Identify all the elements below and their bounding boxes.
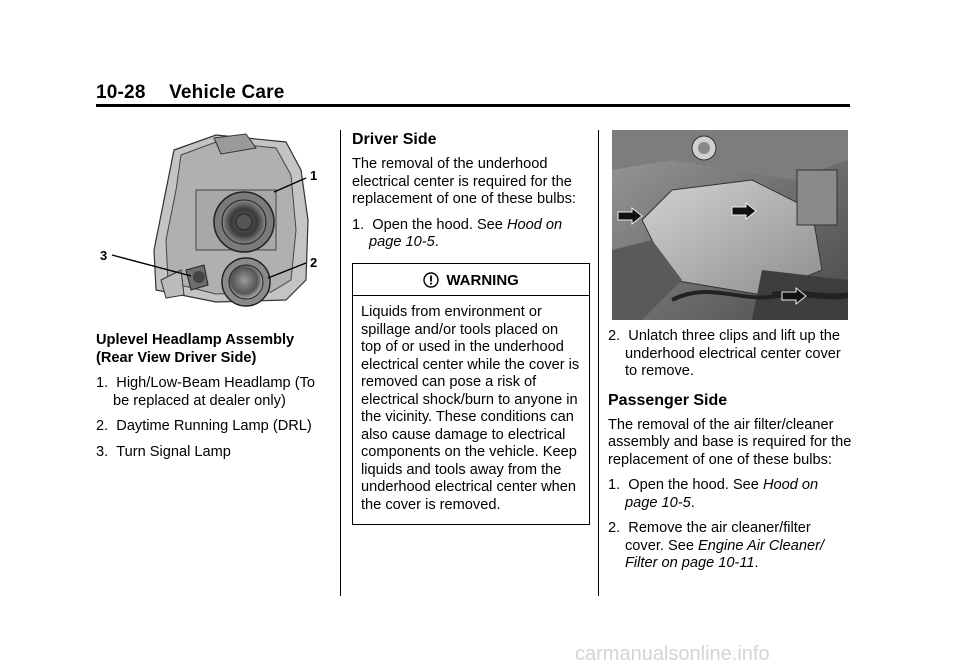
page-number: 10-28 [96, 82, 146, 103]
column-divider [598, 130, 599, 596]
hood-reference-link[interactable]: Hood on page 10-5 [369, 216, 563, 250]
list-item: 1. High/Low-Beam Headlamp (To be replaced at dealer only) [96, 375, 316, 409]
column-divider [340, 130, 341, 596]
air-cleaner-reference-link[interactable]: Engine Air Cleaner/ Filter on page 10-11 [625, 537, 825, 571]
warning-header [353, 264, 589, 297]
driver-side-intro: The removal of the underhood electrical center is required for the replacement of one of these bulbs: [352, 156, 576, 207]
warning-title: WARNING [446, 271, 519, 289]
left-column [96, 130, 332, 461]
passenger-step-2 [608, 520, 852, 573]
passenger-step-1 [608, 477, 852, 512]
list-item: 2. Daytime Running Lamp (DRL) [96, 418, 312, 434]
hood-reference-link[interactable]: Hood on page 10-5 [625, 477, 819, 511]
driver-step-2: 2. Unlatch three clips and lift up the underhood electrical center cover to remove. [608, 328, 841, 379]
header-rule [96, 104, 850, 107]
step-suffix: . [690, 494, 695, 511]
driver-step-1 [352, 217, 590, 252]
step-suffix: . [754, 555, 759, 571]
step-suffix: . [434, 234, 439, 250]
callout-1: 1 [310, 168, 318, 183]
passenger-side-intro: The removal of the air filter/cleaner assembly and base is required for the replacement of one of these bulbs: [608, 416, 852, 468]
page-title: Vehicle Care [169, 82, 285, 103]
right-column [608, 130, 852, 573]
callout-2: 2 [310, 255, 318, 270]
section-title-driver-side: Driver Side [352, 131, 437, 148]
warning-icon [423, 272, 439, 288]
list-item: 3. Turn Signal Lamp [96, 443, 231, 460]
step-text: 1. Open the hood. See [352, 216, 507, 233]
callout-3: 3 [100, 248, 108, 263]
page-header [96, 82, 285, 104]
section-title-passenger-side: Passenger Side [608, 391, 728, 409]
figure-caption: Uplevel Headlamp Assembly (Rear View Driver Side) [96, 332, 295, 366]
middle-column [352, 130, 590, 525]
watermark: carmanualsonline.info [575, 643, 770, 665]
step-text: 1. Open the hood. See [608, 477, 763, 493]
warning-box [352, 263, 590, 526]
warning-text: Liquids from environment or spillage and/or tools placed on top of or used in the underhood electrical center while the cover is removed can pose a risk of electrical shock/burn to anyone in the vicinity. These conditions can also cause damage to electrical components on the vehicle. Keep liquids and tools away from the underhood electrical center when the cover is removed. [361, 304, 580, 513]
step-text: 2. Remove the air cleaner/filter cover. See [608, 520, 811, 554]
